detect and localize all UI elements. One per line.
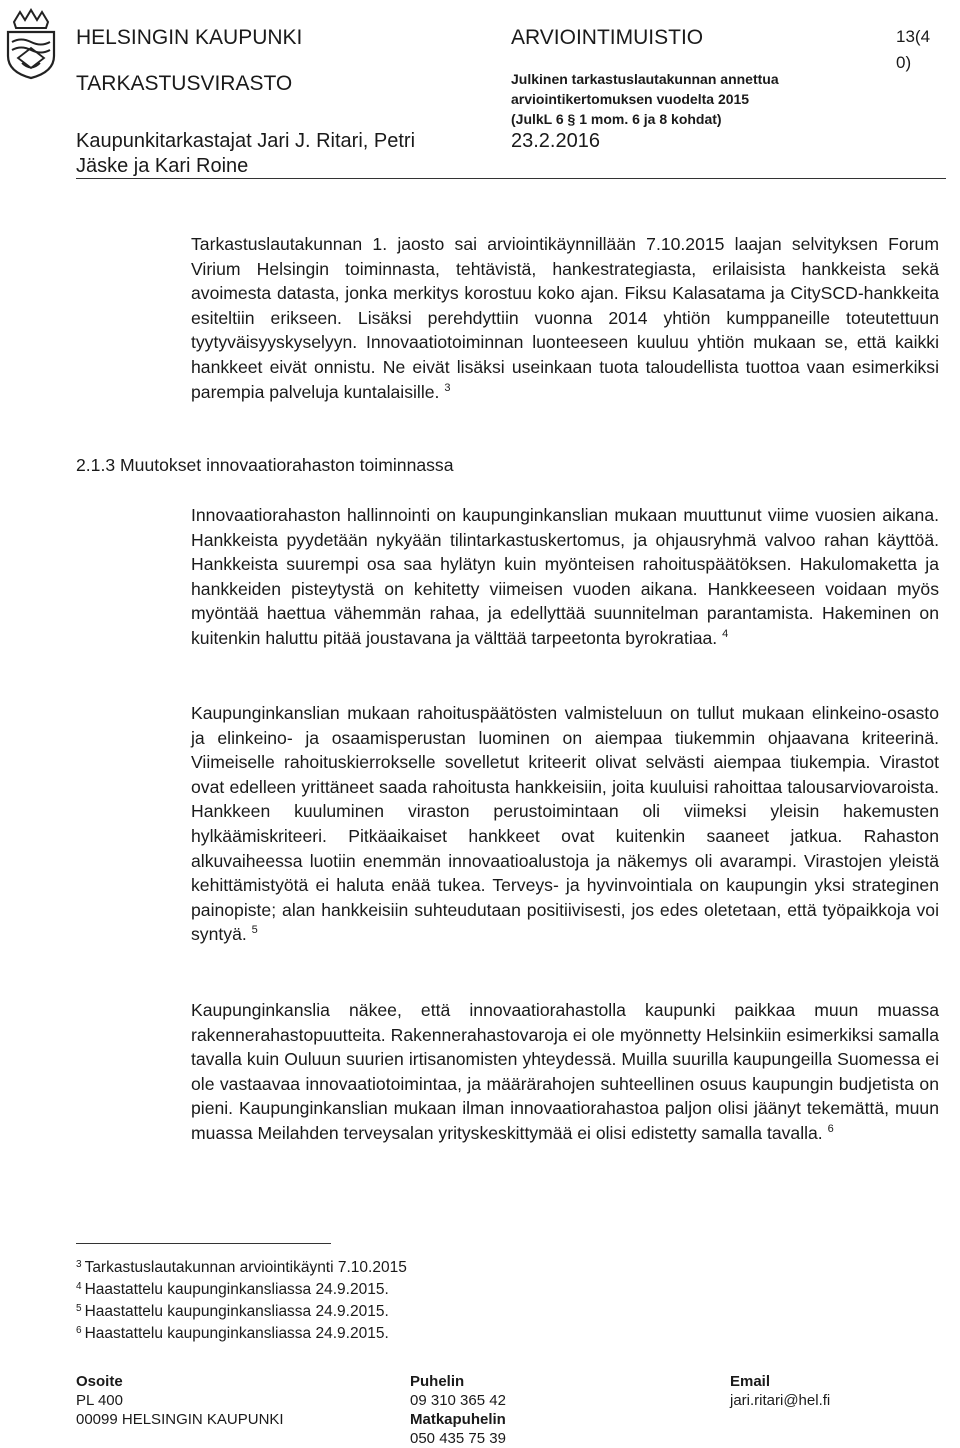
footnote-text: Haastattelu kaupunginkansliassa 24.9.2015. xyxy=(84,1325,389,1342)
footnote-divider xyxy=(76,1243,331,1244)
paragraph-fund-administration xyxy=(191,503,939,651)
footnote-ref: 5 xyxy=(251,924,258,937)
footnote-number: 5 xyxy=(76,1303,82,1314)
mobile-label: Matkapuhelin xyxy=(410,1411,506,1428)
helsinki-crest-logo xyxy=(2,8,60,80)
footer-address xyxy=(76,1372,284,1429)
page-number-line-2: 0) xyxy=(896,53,912,72)
publicity-note-line-1: Julkinen tarkastuslautakunnan annettua xyxy=(511,71,779,87)
footnote-5 xyxy=(76,1299,389,1322)
footnote-ref: 6 xyxy=(827,1122,834,1135)
footnote-text: Tarkastuslautakunnan arviointikäynti 7.10.2015 xyxy=(84,1259,407,1276)
paragraph-text: Innovaatiorahaston hallinnointi on kaupunginkanslian mukaan muuttunut viime vuosien aikana. Hankkeista pyydetään nykyään tilintarkastuskertomus, ja ohjausryhmä valvoo rahan käyttöä. Hankkeista suurempi osa saa hylätyn kuin myönteisen rahoituspäätöksen. Hakulomaketta ja hankkeiden pisteytystä on kehitetty viimeisen vuoden aikana. Hankkeeseen voidaan myös myöntää haettua vähemmän rahaa, ja edellyttää suunnitelman parantamista. Hakeminen on kuitenkin haluttu pitää joustavana ja välttää tarpeetonta byrokratiaa. xyxy=(191,505,939,648)
footnote-6 xyxy=(76,1321,389,1344)
authors-line-2: Jäske ja Kari Roine xyxy=(76,155,249,177)
footer-phone xyxy=(410,1372,506,1448)
footer-email xyxy=(730,1372,830,1410)
mobile-number: 050 435 75 39 xyxy=(410,1430,506,1447)
paragraph-text: Kaupunginkanslian mukaan rahoituspäätösten valmisteluun on tullut mukaan elinkeino-osasto ja elinkeino- ja osaamisperustan luominen on aiempaa tiukemmin ohjaavana kriteerinä. Viimeiselle rahoituskierrokselle sovelletut kriteerit olivat selvästi aiempaa tiukempia. Virastot ovat edelleen yrittäneet saada rahoitusta hankkeisiin, joita kuuluisi rahoittaa talousarviovaroista. Hankkeen kuuluminen viraston perustoimintaan oli viimeksi yleisin hakemusten hylkäämiskriteeri. Pitkäaikaiset hankkeet ovat kuitenkin saaneet jatkua. Rahaston alkuvaiheessa luotiin enemmän innovaatioalustoja ja näkemys oli avarampi. Virastojen yleistä kehittämistyötä ei haluta enää tukea. Terveys- ja hyvinvointiala on kaupungin yksi strateginen painopiste; alan hankkeisiin suhteudutaan positiivisesti, jos edes oletetaan, että työpaikkoja voi syntyä. xyxy=(191,703,939,945)
paragraph-forum-virium xyxy=(191,232,939,404)
footnote-text: Haastattelu kaupunginkansliassa 24.9.2015. xyxy=(84,1281,389,1298)
header-divider xyxy=(76,178,946,179)
footnote-ref: 3 xyxy=(444,381,451,394)
paragraph-funding-decisions xyxy=(191,701,939,947)
paragraph-structural-funds xyxy=(191,998,939,1146)
paragraph-text: Tarkastuslautakunnan 1. jaosto sai arviointikäynnillään 7.10.2015 laajan selvityksen Forum Virium Helsingin toiminnasta, tehtävistä, hankestrategiasta, erilaisista hankkeista sekä avoimesta datasta, jonka merkitys korostuu koko ajan. Fiksu Kalasatama ja CitySCD-hankkeita esiteltiin erikseen. Lisäksi perehdyttiin vuonna 2014 yhtiön kumppaneille toteutettuun tyytyväisyyskyselyyn. Innovaatiotoiminnan luonteeseen kuuluu yhtiön mukaan se, että kaikki hankkeet eivät onnistu. Ne eivät lisäksi useinkaan tuota taloudellista tuottoa vaan esimerkiksi parempia palveluja kuntalaisille. xyxy=(191,234,939,402)
phone-number: 09 310 365 42 xyxy=(410,1392,506,1409)
publicity-note-line-3: (JulkL 6 § 1 mom. 6 ja 8 kohdat) xyxy=(511,111,722,127)
phone-label: Puhelin xyxy=(410,1373,465,1390)
footnote-text: Haastattelu kaupunginkansliassa 24.9.2015. xyxy=(84,1303,389,1320)
authors-line-1: Kaupunkitarkastajat Jari J. Ritari, Petri xyxy=(76,130,416,152)
footnote-ref: 4 xyxy=(722,627,729,640)
address-label: Osoite xyxy=(76,1373,123,1390)
footnote-number: 4 xyxy=(76,1281,82,1292)
section-heading: 2.1.3 Muutokset innovaatiorahaston toiminnassa xyxy=(76,455,454,475)
footnote-number: 3 xyxy=(76,1259,82,1270)
page-number-line-1: 13(4 xyxy=(896,27,931,46)
email-label: Email xyxy=(730,1373,771,1390)
footnote-3 xyxy=(76,1255,407,1278)
document-date: 23.2.2016 xyxy=(511,130,600,152)
document-type: ARVIOINTIMUISTIO xyxy=(511,26,704,49)
address-line-2: 00099 HELSINGIN KAUPUNKI xyxy=(76,1411,284,1428)
address-line-1: PL 400 xyxy=(76,1392,123,1409)
publicity-note-line-2: arviointikertomuksen vuodelta 2015 xyxy=(511,91,750,107)
department-name: TARKASTUSVIRASTO xyxy=(76,72,293,95)
paragraph-text: Kaupunginkanslia näkee, että innovaatiorahastolla kaupunki paikkaa muun muassa rakennerahastopuutteita. Rakennerahastovaroja ei ole myönnetty Helsinkiin esimerkiksi samalla tavalla kuin Ouluun suurien irtisanomisten yhteydessä. Muilla suurilla kaupungeilla Suomessa ei ole vastaavaa innovaatiotoimintaa, ja määrärahojen suhteellinen osuus kaupungin budjetista on pieni. Kaupunginkanslian mukaan ilman innovaatiorahastoa paljon olisi jäänyt tekemättä, muun muassa Meilahden terveysalan yrityskeskittymää ei olisi edistetty samalla tavalla. xyxy=(191,1000,939,1143)
email-address[interactable]: jari.ritari@hel.fi xyxy=(730,1392,831,1409)
organization-name: HELSINGIN KAUPUNKI xyxy=(76,26,303,49)
page-number xyxy=(896,24,930,76)
footnote-number: 6 xyxy=(76,1325,82,1336)
footnote-4 xyxy=(76,1277,389,1300)
